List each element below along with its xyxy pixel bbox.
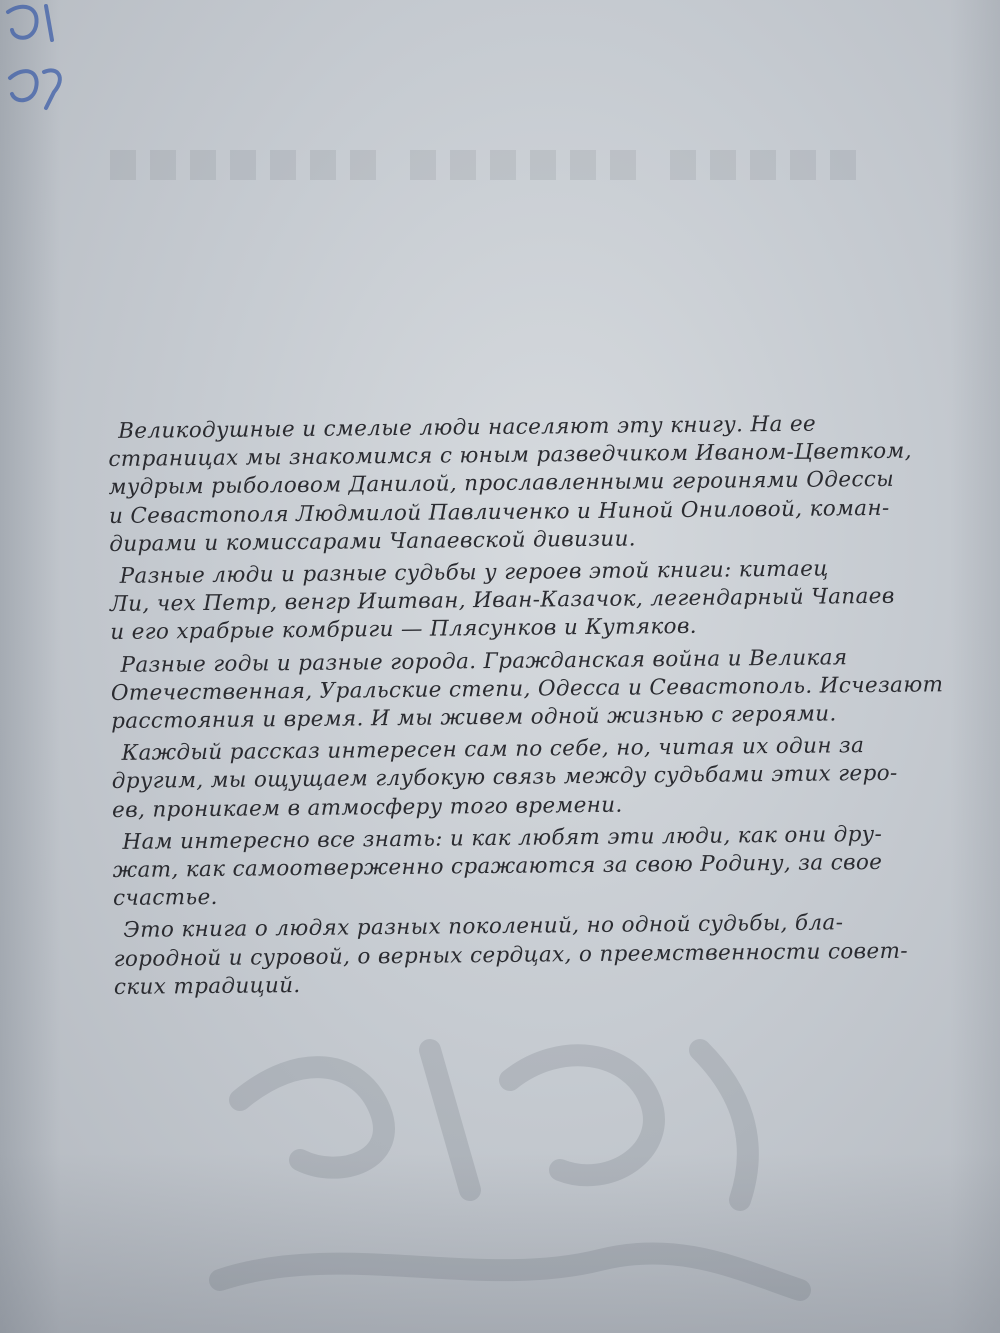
annotation-text (108, 409, 950, 1006)
text-line: ев, проникаем в атмосферу того времени. (111, 792, 623, 823)
text-line: Разные люди и разные судьбы у героев этой книги: китаец (119, 556, 829, 589)
text-line: страницах мы знакомимся с юным разведчиком Иваном-Цветком, (108, 438, 912, 473)
text-line: и Севастополя Людмилой Павличенко и Ниной Ониловой, коман- (108, 495, 890, 529)
text-line: Великодушные и смелые люди населяют эту книгу. На ее (118, 411, 817, 444)
show-through-emblem-decoration (180, 990, 820, 1320)
text-line: расстояния и время. И мы живем одной жизнью с героями. (111, 701, 837, 735)
text-line: жат, как самоотверженно сражаются за свою Родину, за свое (112, 849, 883, 884)
paragraph-6 (113, 909, 950, 1002)
text-line: другим, мы ощущаем глубокую связь между судьбами этих геро- (111, 761, 898, 795)
show-through-title-decoration (110, 140, 890, 190)
paragraph-4 (111, 731, 948, 824)
text-line: Разные годы и разные города. Гражданская война и Великая (120, 644, 848, 678)
text-line: Каждый рассказ интересен сам по себе, но, читая их один за (121, 733, 865, 767)
text-line: Ли, чех Петр, венгр Иштван, Иван-Казачок, легендарный Чапаев (109, 583, 895, 618)
paragraph-1 (108, 409, 945, 559)
text-line: мудрым рыболовом Данилой, прославленными героинями Одессы (108, 467, 895, 501)
text-line: городной и суровой, о верных сердцах, о преемственности совет- (113, 938, 909, 972)
paragraph-2 (110, 554, 947, 647)
paragraph-3 (110, 643, 947, 736)
margin-handwriting-mark (0, 0, 70, 120)
text-line: Отечественная, Уральские степи, Одесса и Севастополь. Исчезают (110, 672, 944, 706)
text-line: счастье. (112, 885, 218, 912)
text-line: ских традиций. (113, 972, 301, 1000)
text-line: и его храбрые комбриги — Плясунков и Кутяков. (110, 614, 698, 646)
page-shadow-left (0, 0, 60, 1333)
text-line: Это книга о людях разных поколений, но одной судьбы, бла- (123, 910, 844, 944)
page-shadow-right (950, 0, 1000, 1333)
text-line: Нам интересно все знать: и как любят эти люди, как они дру- (122, 821, 883, 855)
text-line: дирами и комиссарами Чапаевской дивизии. (109, 526, 637, 557)
paragraph-5 (112, 820, 949, 913)
